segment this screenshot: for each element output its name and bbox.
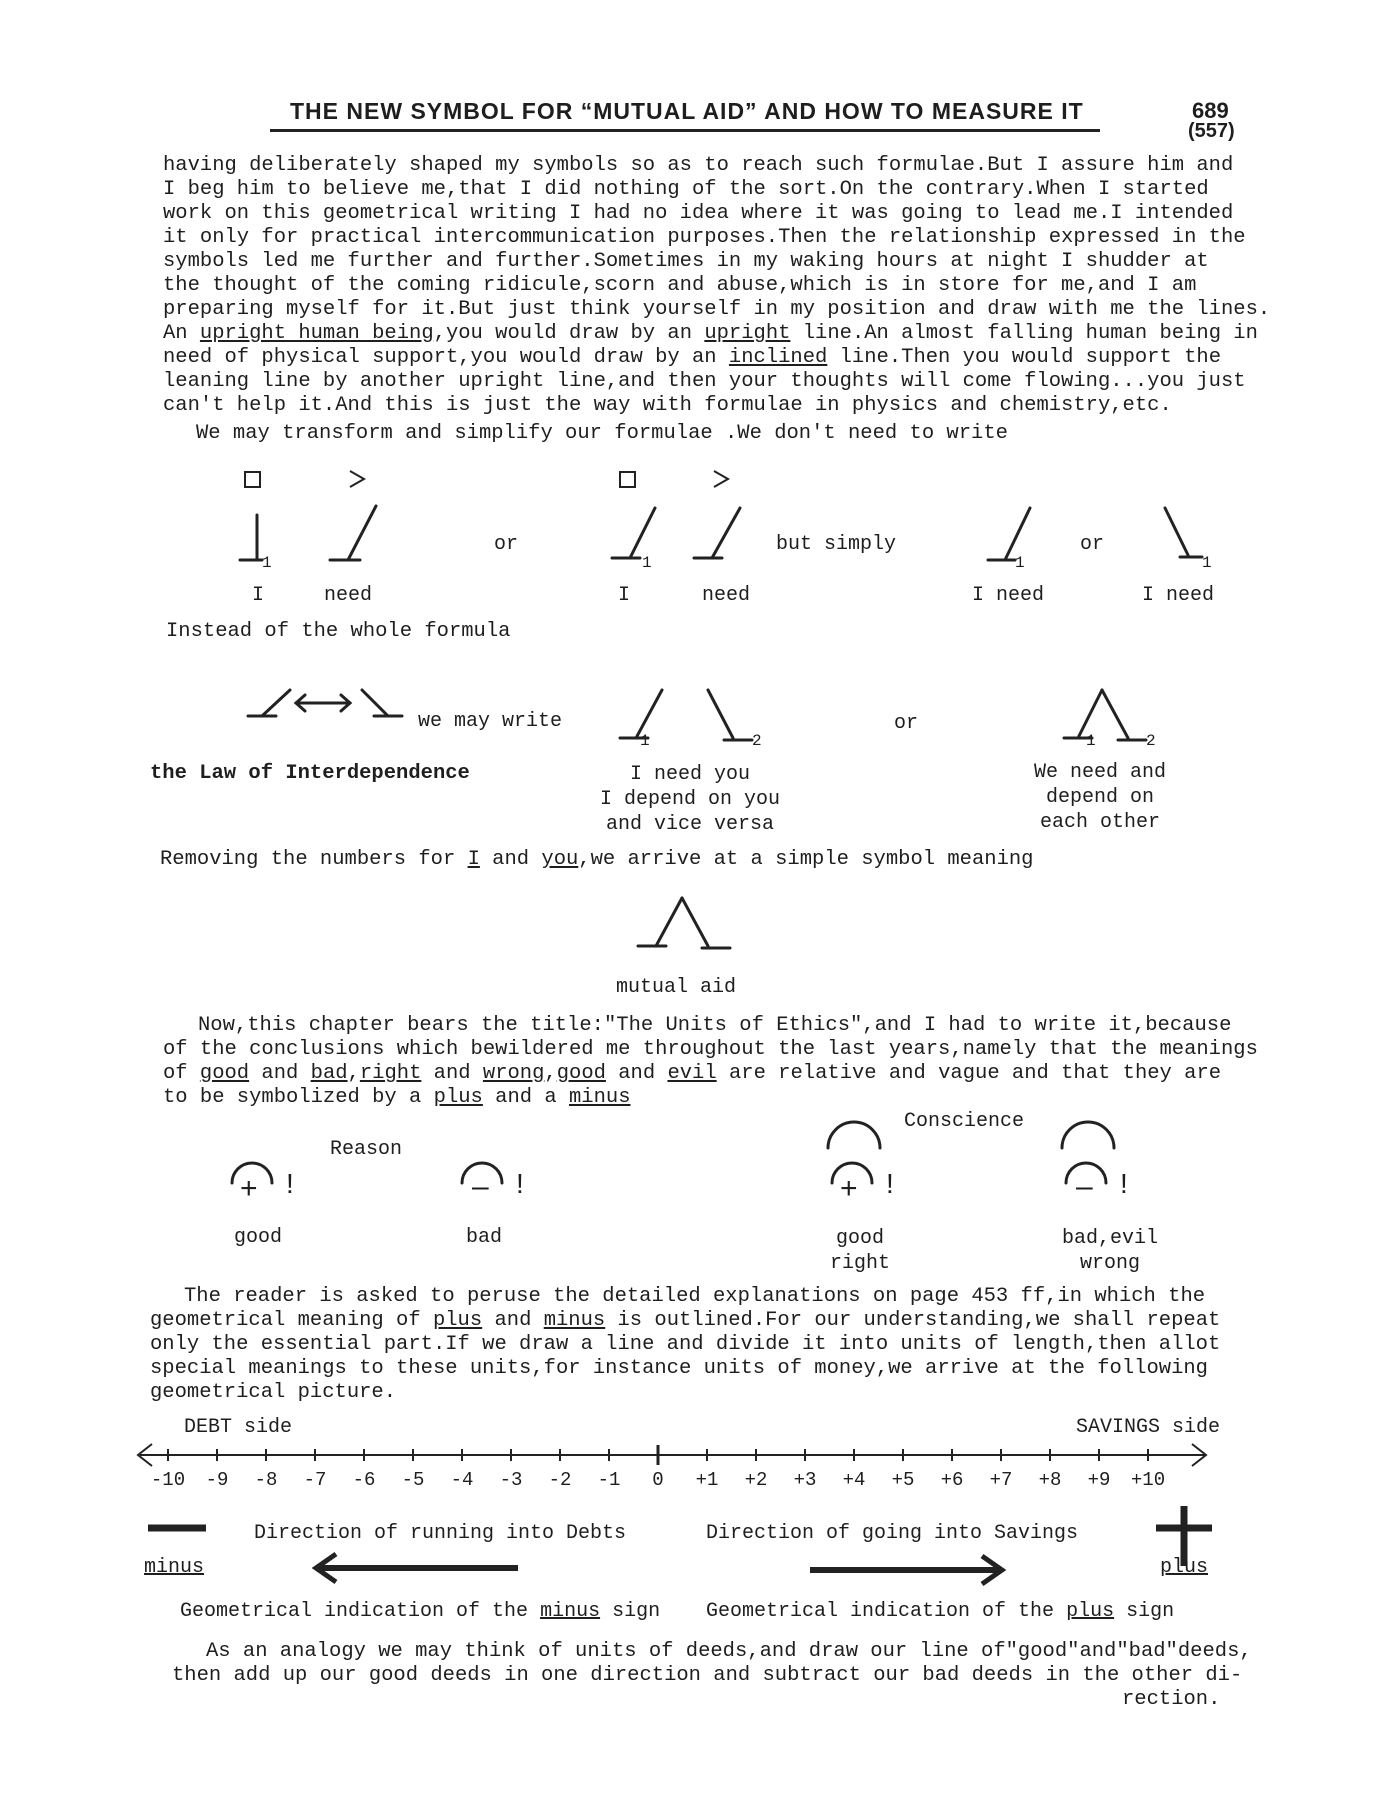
tick-label: 0 — [652, 1469, 664, 1491]
text-line: can't help it.And this is just the way with formulae in physics and chemistry,etc. — [163, 394, 1172, 417]
tick-label: -10 — [150, 1469, 186, 1491]
tick-label: -9 — [205, 1469, 229, 1491]
tick-label: +3 — [793, 1469, 817, 1491]
conscience-label: Conscience — [904, 1110, 1025, 1133]
text-line: As an analogy we may think of units of deeds,and draw our line of"good"and"bad"deeds, — [206, 1640, 1252, 1663]
page-number: 689 — [1192, 98, 1229, 123]
geo-plus-caption: Geometrical indication of the plus sign — [706, 1600, 1175, 1623]
reason-label: Reason — [330, 1138, 403, 1161]
subscript: 2 — [1146, 732, 1156, 750]
minus-sign: – — [472, 1170, 489, 1203]
i-need-you-caption: I need you I depend on you and vice versa — [599, 763, 781, 836]
label-i-need: I need — [972, 584, 1045, 607]
label-i-need: I need — [1142, 584, 1215, 607]
text-line: of the conclusions which bewildered me throughout the last years,namely that the meanings — [163, 1038, 1258, 1061]
geo-minus-caption: Geometrical indication of the minus sign — [180, 1600, 661, 1623]
we-may-write-label: we may write — [418, 710, 563, 733]
tick-label: -3 — [499, 1469, 523, 1491]
label-i: I — [252, 584, 265, 607]
page-header-title: THE NEW SYMBOL FOR “MUTUAL AID” AND HOW TO MEASURE IT — [290, 98, 1084, 124]
text-line: it only for practical intercommunication purposes.Then the relationship expressed in the — [163, 226, 1246, 249]
tick-label: -7 — [303, 1469, 327, 1491]
text-line: having deliberately shaped my symbols so as to reach such formulae.But I assure him and — [163, 154, 1234, 177]
tick-label: +8 — [1038, 1469, 1062, 1491]
tick-label: -2 — [548, 1469, 572, 1491]
debts-direction-label: Direction of running into Debts — [254, 1522, 627, 1545]
minus-sign: – — [1076, 1170, 1093, 1203]
inclined-symbol-i — [612, 472, 655, 558]
tick-label: -1 — [597, 1469, 621, 1491]
number-line — [138, 1444, 1206, 1466]
text-line: I beg him to believe me,that I did nothing of the sort.On the contrary.When I started — [163, 178, 1209, 201]
debt-side-label: DEBT side — [184, 1416, 293, 1439]
text-line: then add up our good deeds in one direction and subtract our bad deeds in the other di- — [172, 1664, 1243, 1687]
exclamation-mark: ! — [286, 1168, 294, 1199]
subscript: 1 — [1015, 554, 1025, 572]
inclined-symbol-need — [330, 471, 376, 560]
tick-label: +6 — [940, 1469, 964, 1491]
text-line: Removing the numbers for I and you,we arrive at a simple symbol meaning — [160, 848, 1034, 871]
tick-label: -8 — [254, 1469, 278, 1491]
text-line: preparing myself for it.But just think yourself in my position and draw with me the lines. — [163, 298, 1271, 321]
text-line: of good and bad,right and wrong,good and evil are relative and vague and that they are — [163, 1062, 1222, 1085]
label-i: I — [618, 584, 631, 607]
text-line: We may transform and simplify our formulae .We don't need to write — [196, 422, 1008, 445]
mutual-aid-symbol — [638, 898, 730, 948]
tick-label: -6 — [352, 1469, 376, 1491]
bad-evil-label: bad,evil wrong — [1061, 1227, 1158, 1275]
simplified-symbol-right — [1165, 508, 1202, 557]
or-label: or — [1080, 533, 1105, 556]
good-label: good — [234, 1226, 283, 1249]
savings-side-label: SAVINGS side — [1076, 1416, 1221, 1439]
text-line: the thought of the coming ridicule,scorn and abuse,which is in store for me,and I am — [163, 274, 1197, 297]
joined-mutual-symbol — [1064, 690, 1146, 740]
but-simply-label: but simply — [776, 533, 897, 556]
text-line: The reader is asked to peruse the detailed explanations on page 453 ff,in which the — [184, 1285, 1206, 1308]
text-line: Instead of the whole formula — [166, 620, 511, 643]
label-need: need — [702, 584, 751, 607]
subscript: 1 — [642, 554, 652, 572]
or-label: or — [494, 533, 519, 556]
text-line: symbols led me further and further.Sometimes in my waking hours at night I shudder at — [163, 250, 1209, 273]
text-line: geometrical meaning of plus and minus is outlined.For our understanding,we shall repeat — [150, 1309, 1221, 1332]
text-line: Now,this chapter bears the title:"The Units of Ethics",and I had to write it,because — [198, 1014, 1232, 1037]
tick-label: +4 — [842, 1469, 866, 1491]
we-need-caption: We need and depend on each other — [1033, 761, 1167, 834]
text-line: to be symbolized by a plus and a minus — [163, 1086, 631, 1109]
debt-direction-arrow — [316, 1554, 518, 1582]
exclamation-mark: ! — [516, 1168, 524, 1199]
tick-label: +10 — [1130, 1469, 1166, 1491]
plus-sign: + — [240, 1172, 258, 1205]
tick-label: +1 — [695, 1469, 719, 1491]
plus-sign: + — [840, 1172, 858, 1205]
exclamation-mark: ! — [1120, 1168, 1128, 1199]
subscript: 1 — [262, 554, 272, 572]
text-line: only the essential part.If we draw a line and divide it into units of length,then allot — [150, 1333, 1221, 1356]
text-line: rection. — [1122, 1688, 1221, 1711]
tick-label: +9 — [1087, 1469, 1111, 1491]
tick-label: -5 — [401, 1469, 425, 1491]
minus-label: minus — [144, 1556, 205, 1579]
text-line: An upright human being,you would draw by an upright line.An almost falling human being in — [163, 322, 1258, 345]
upright-symbol-i — [240, 472, 262, 560]
law-of-interdependence-label: the Law of Interdependence — [150, 762, 470, 785]
tick-label: +7 — [989, 1469, 1013, 1491]
bad-label: bad — [466, 1226, 503, 1249]
text-line: work on this geometrical writing I had no idea where it was going to lead me.I intended — [163, 202, 1234, 225]
subscript: 1 — [640, 732, 650, 750]
plus-label: plus — [1160, 1556, 1209, 1579]
page-number-original: (557) — [1188, 120, 1235, 142]
tick-label: +5 — [891, 1469, 915, 1491]
or-label: or — [894, 712, 919, 735]
tick-label: -4 — [450, 1469, 474, 1491]
law-of-interdependence-symbol — [248, 690, 402, 716]
text-line: need of physical support,you would draw by an inclined line.Then you would support the — [163, 346, 1221, 369]
inclined-symbol-need-2 — [694, 471, 740, 558]
text-line: geometrical picture. — [150, 1381, 397, 1404]
exclamation-mark: ! — [886, 1168, 894, 1199]
tick-label: +2 — [744, 1469, 768, 1491]
label-need: need — [324, 584, 373, 607]
savings-direction-arrow — [810, 1556, 1002, 1584]
subscript: 1 — [1086, 732, 1096, 750]
subscript: 1 — [1202, 554, 1212, 572]
subscript: 2 — [752, 732, 762, 750]
text-line: special meanings to these units,for instance units of money,we arrive at the following — [150, 1357, 1208, 1380]
mutual-aid-label: mutual aid — [616, 976, 737, 999]
text-line: leaning line by another upright line,and then your thoughts will come flowing...you just — [163, 370, 1246, 393]
simplified-symbol-left — [988, 508, 1030, 560]
good-right-label: good right — [829, 1227, 890, 1275]
savings-direction-label: Direction of going into Savings — [706, 1522, 1079, 1545]
